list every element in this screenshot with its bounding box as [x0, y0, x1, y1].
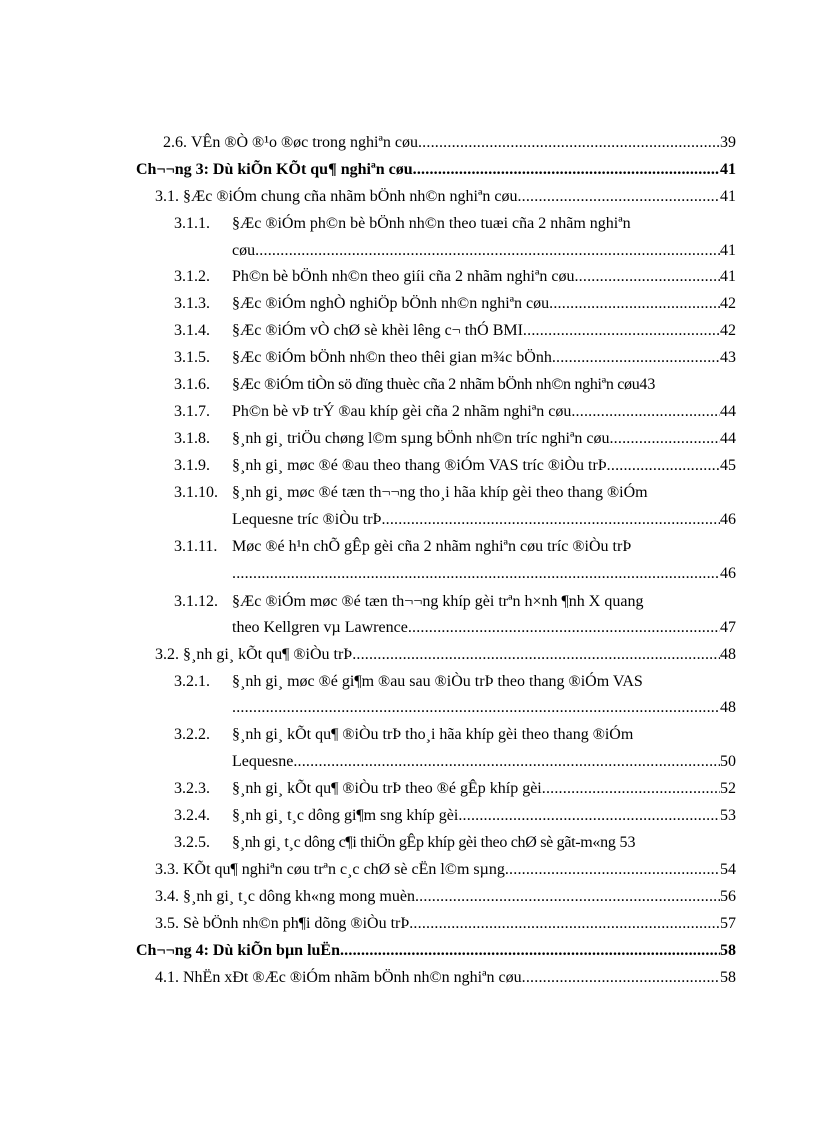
dot-leader [542, 780, 720, 798]
toc-number: 3.1.6. [174, 376, 210, 393]
toc-number: 2.6. [163, 134, 187, 151]
toc-number: 3.4. [155, 888, 179, 905]
dot-leader [574, 268, 720, 286]
toc-title: §¸nh gi¸ kÕt qu¶ ®iÒu trÞ tho¸i hãa khíp gèi theo thang ®iÓm [232, 726, 634, 743]
toc-title: Ch¬¬ng 4: Dù kiÕn bµn luËn [136, 942, 340, 959]
toc-title: §Æc ®iÓm chung cña nhãm bÖnh nh©n nghiªn cøu [183, 188, 518, 205]
toc-entry-3-1-1 [174, 215, 736, 233]
toc-page: 41 [720, 161, 736, 178]
toc-chapter-4 [136, 942, 736, 960]
toc-page: 42 [720, 322, 736, 339]
toc-title: Ph©n bè vÞ trÝ ®au khíp gèi cña 2 nhãm nghiªn cøu [232, 403, 572, 420]
toc-entry-3-1-12-cont [232, 619, 736, 637]
toc-title: §¸nh gi¸ t¸c dông gi¶m sng khíp gèi [232, 807, 459, 824]
toc-page: 53 [720, 807, 736, 824]
toc-page: 56 [720, 888, 736, 905]
toc-title: §¸nh gi¸ t¸c dông kh«ng mong muèn [183, 888, 415, 905]
toc-number: 3.2.2. [174, 726, 210, 743]
toc-page: 48 [720, 699, 736, 716]
toc-entry-3-2-1 [174, 673, 736, 691]
dot-leader [418, 134, 720, 152]
toc-entry-3-1-10-cont [232, 511, 736, 529]
toc-title: §Æc ®iÓm nghÒ nghiÖp bÖnh nh©n nghiªn cøu [232, 295, 550, 312]
toc-entry-3-1-2 [174, 268, 736, 286]
toc-page: 43 [720, 349, 736, 366]
toc-entry-3-1-8 [174, 430, 736, 448]
dot-leader [517, 188, 720, 206]
toc-entry-3-2-4 [174, 807, 736, 825]
toc-title: §Æc ®iÓm bÖnh nh©n theo thêi gian m¾c bÖnh [232, 349, 552, 366]
toc-entry-2-6 [163, 134, 736, 152]
toc-title-cont: Lequesne tríc ®iÒu trÞ [232, 511, 382, 528]
toc-entry-4-1 [155, 969, 736, 987]
toc-entry-3-1-1-cont [232, 242, 736, 260]
toc-page: 41 [720, 188, 736, 205]
toc-entry-3-1-9 [174, 457, 736, 475]
toc-number: 3.1.11. [174, 538, 218, 555]
dot-leader [505, 861, 720, 879]
toc-entry-3-1-6 [174, 376, 736, 394]
toc-title: §¸nh gi¸ møc ®é gi¶m ®au sau ®iÒu trÞ theo thang ®iÓm VAS [232, 673, 643, 690]
toc-entry-3-1-10 [174, 484, 736, 502]
toc-number: 3.1.4. [174, 322, 210, 339]
toc-page: 44 [720, 403, 736, 420]
dot-leader [232, 565, 720, 583]
toc-title-cont: cøu [232, 242, 256, 259]
toc-page: 39 [720, 134, 736, 151]
toc-entry-3-2 [155, 646, 736, 664]
toc-title: §¸nh gi¸ møc ®é ®au theo thang ®iÓm VAS tríc ®iÒu trÞ [232, 457, 607, 474]
dot-leader [293, 753, 720, 771]
toc-entry-3-2-3 [174, 780, 736, 798]
toc-title: §¸nh gi¸ kÕt qu¶ ®iÒu trÞ [183, 646, 353, 663]
dot-leader [458, 807, 720, 825]
toc-title-cont: Lequesne [232, 753, 294, 770]
toc-number: 3.2.5. [174, 834, 210, 851]
toc-entry-3-3 [155, 861, 736, 879]
dot-leader [522, 969, 720, 987]
dot-leader [549, 295, 720, 313]
toc-page: 57 [720, 915, 736, 932]
toc-number: 3.1.10. [174, 484, 218, 501]
toc-number: 3.2.3. [174, 780, 210, 797]
toc-number: 3.1.9. [174, 457, 210, 474]
toc-page: 52 [720, 780, 736, 797]
dot-leader [232, 699, 720, 717]
toc-title: NhËn xÐt ®Æc ®iÓm nhãm bÖnh nh©n nghiªn cøu [183, 969, 522, 986]
toc-number: 3.1.7. [174, 403, 210, 420]
toc-chapter-3 [136, 161, 736, 179]
toc-page: 46 [720, 511, 736, 528]
dot-leader [607, 457, 720, 475]
toc-entry-3-2-5 [174, 834, 736, 852]
toc-entry-3-1-5 [174, 349, 736, 367]
toc-number: 3.2. [155, 646, 179, 663]
toc-title: Møc ®é h¹n chÕ gÊp gèi cña 2 nhãm nghiªn cøu tríc ®iÒu trÞ [232, 538, 632, 555]
toc-title: §Æc ®iÓm tiÒn sö dïng thuèc cña 2 nhãm bÖnh nh©n nghiªn cøu [232, 376, 640, 393]
toc-page: 48 [720, 646, 736, 663]
toc-entry-3-1-4 [174, 322, 736, 340]
toc-number: 3.1.8. [174, 430, 210, 447]
toc-page: 53 [619, 834, 636, 851]
toc-number: 3.1.3. [174, 295, 210, 312]
dot-leader [408, 619, 720, 637]
toc-title: §¸nh gi¸ t¸c dông c¶i thiÖn gÊp khíp gèi theo chØ sè gãt-m«ng [232, 834, 616, 851]
toc-title: §¸nh gi¸ kÕt qu¶ ®iÒu trÞ theo ®é gÊp khíp gèi [232, 780, 542, 797]
toc-entry-3-1-11 [174, 538, 736, 556]
toc-entry-3-1-3 [174, 295, 736, 313]
toc-entry-3-2-2 [174, 726, 736, 744]
toc-number: 3.1.1. [174, 215, 210, 232]
toc-page: 43 [639, 376, 656, 393]
toc-page: 41 [720, 268, 736, 285]
toc-title: §Æc ®iÓm vÒ chØ sè khèi lêng c¬ thÓ BMI [232, 322, 523, 339]
toc-title: Sè bÖnh nh©n ph¶i dõng ®iÒu trÞ [183, 915, 410, 932]
toc-title: §¸nh gi¸ triÖu chøng l©m sµng bÖnh nh©n tríc nghiªn cøu [232, 430, 610, 447]
toc-title: §¸nh gi¸ møc ®é tæn th¬¬ng tho¸i hãa khíp gèi theo thang ®iÓm [232, 484, 648, 501]
toc-entry-3-1-12 [174, 593, 736, 611]
toc-page: 44 [720, 430, 736, 447]
dot-leader [571, 403, 720, 421]
toc-number: 3.1.5. [174, 349, 210, 366]
toc-title: Ph©n bè bÖnh nh©n theo giíi cña 2 nhãm nghiªn cøu [232, 268, 575, 285]
toc-entry-3-1 [155, 188, 736, 206]
dot-leader [552, 349, 720, 367]
toc-page: 41 [720, 242, 736, 259]
toc-entry-3-1-7 [174, 403, 736, 421]
toc-title-cont: theo Kellgren vµ Lawrence [232, 619, 408, 636]
toc-title: §Æc ®iÓm møc ®é tæn th¬¬ng khíp gèi trªn h×nh ¶nh X quang [232, 593, 644, 610]
toc-number: 3.1.2. [174, 268, 210, 285]
toc-entry-3-2-2-cont [232, 753, 736, 771]
toc-entry-3-4 [155, 888, 736, 906]
toc-page: 45 [720, 457, 736, 474]
toc-number: 3.3. [155, 861, 179, 878]
dot-leader [381, 511, 720, 529]
toc-page: 58 [720, 942, 736, 959]
toc-page: 58 [720, 969, 736, 986]
toc-page: 42 [720, 295, 736, 312]
toc-page: 47 [720, 619, 736, 636]
toc-number: 3.1. [155, 188, 179, 205]
dot-leader [523, 322, 720, 340]
dot-leader [409, 915, 720, 933]
toc-number: 3.2.1. [174, 673, 210, 690]
toc-number: 3.2.4. [174, 807, 210, 824]
dot-leader [255, 242, 720, 260]
toc-title: §Æc ®iÓm ph©n bè bÖnh nh©n theo tuæi cña 2 nhãm nghiªn [232, 215, 631, 232]
dot-leader [609, 430, 720, 448]
dot-leader [413, 161, 720, 179]
toc-title: KÕt qu¶ nghiªn cøu trªn c¸c chØ sè cËn l©m sµng [183, 861, 505, 878]
toc-page: 50 [720, 753, 736, 770]
dot-leader [340, 942, 720, 960]
toc-number: 3.1.12. [174, 593, 218, 610]
toc-number: 3.5. [155, 915, 179, 932]
toc-page: 46 [720, 565, 736, 582]
dot-leader [415, 888, 720, 906]
toc-entry-3-5 [155, 915, 736, 933]
toc-page: 54 [720, 861, 736, 878]
dot-leader [352, 646, 720, 664]
toc-title: Ch¬¬ng 3: Dù kiÕn KÕt qu¶ nghiªn cøu [136, 161, 413, 178]
toc-title: VÊn ®Ò ®¹o ®øc trong nghiªn cøu [191, 134, 418, 151]
toc-number: 4.1. [155, 969, 179, 986]
toc-entry-3-1-11-cont [232, 565, 736, 583]
toc-entry-3-2-1-cont [232, 699, 736, 717]
